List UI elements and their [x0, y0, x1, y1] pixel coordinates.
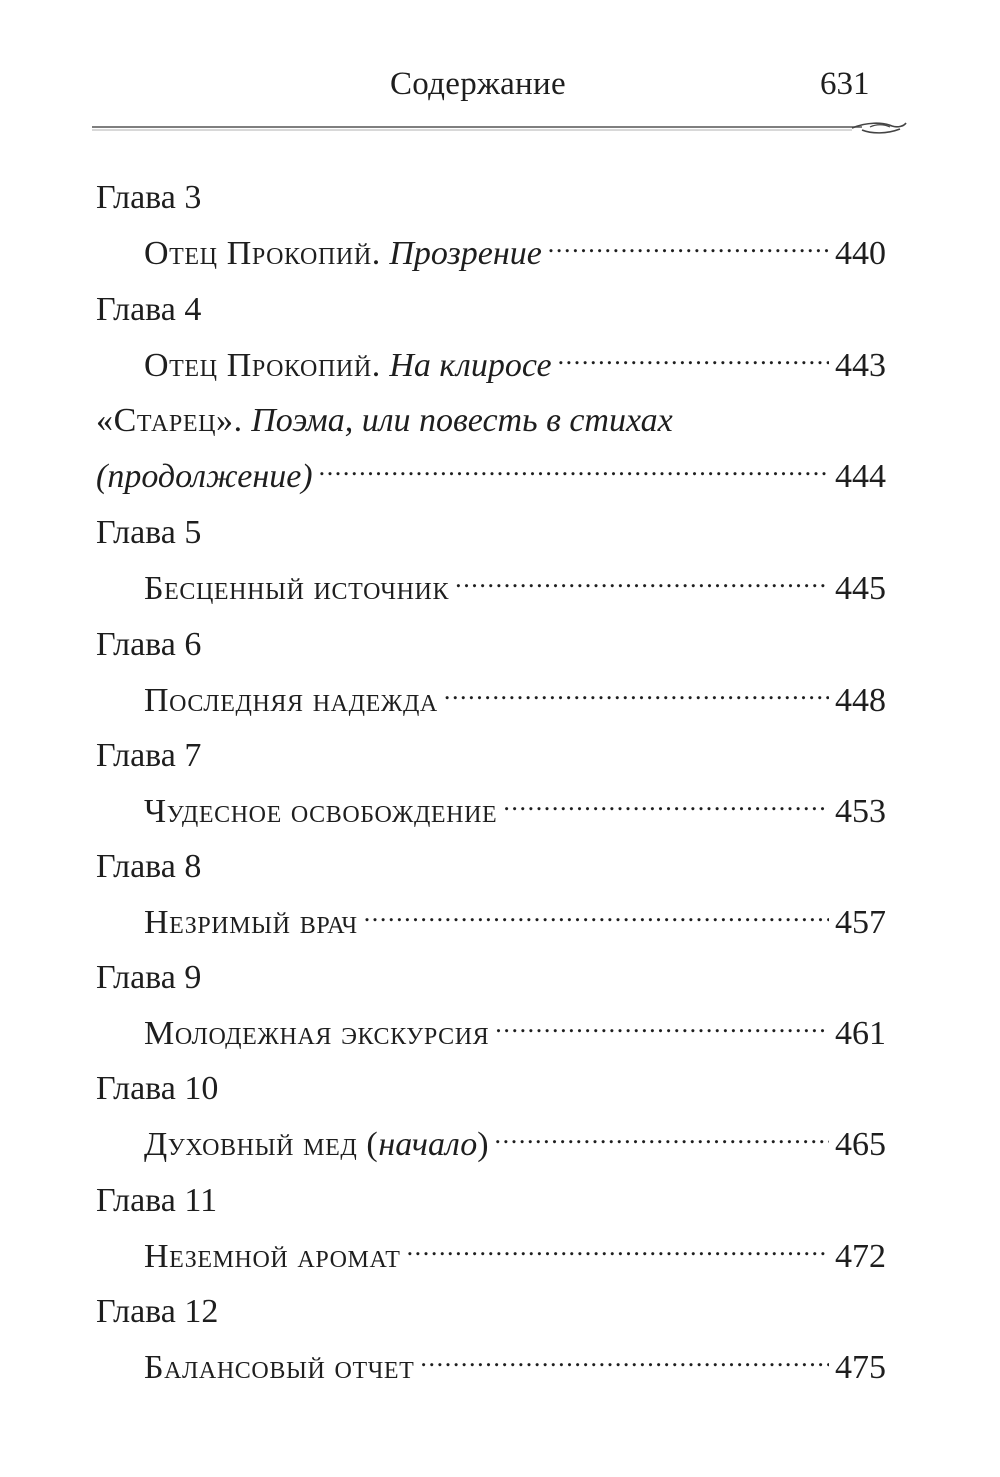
entry-title: Чудесное освобождение: [144, 793, 498, 830]
entry-page-number: 475: [835, 1349, 886, 1386]
toc-entry[interactable]: [96, 625, 886, 719]
entry-title: Бесценный источник: [144, 570, 450, 607]
dot-leader: [548, 224, 829, 264]
toc-entry[interactable]: [96, 847, 886, 941]
toc-line: [96, 401, 886, 441]
dot-leader: [558, 336, 829, 376]
entry-page-number: 461: [835, 1015, 886, 1052]
toc-entry[interactable]: [96, 290, 886, 384]
chapter-label: Глава 12: [96, 1293, 219, 1330]
toc-entry[interactable]: [96, 401, 886, 495]
page-number: 631: [820, 66, 870, 102]
entry-title: Духовный мед (: [144, 1126, 379, 1163]
chapter-label: Глава 4: [96, 291, 202, 328]
chapter-label: Глава 11: [96, 1182, 218, 1219]
dot-leader: [503, 782, 829, 822]
entry-title: Молодежная экскурсия: [144, 1015, 490, 1052]
entry-title: Отец Прокопий.: [144, 235, 381, 272]
running-header-title: Содержание: [390, 66, 566, 102]
entry-title-end: ): [477, 1126, 489, 1163]
entry-page-number: 443: [835, 347, 886, 384]
entry-page-number: 448: [835, 682, 886, 719]
toc-line: [96, 447, 886, 497]
toc-entry[interactable]: [96, 178, 886, 272]
entry-subtitle: начало: [378, 1126, 478, 1163]
entry-subtitle: Прозрение: [389, 235, 542, 272]
entry-page-number: 457: [835, 904, 886, 941]
entry-page-number: 453: [835, 793, 886, 830]
chapter-label: Глава 3: [96, 179, 202, 216]
entry-page-number: 472: [835, 1238, 886, 1275]
dot-leader: [319, 447, 829, 487]
dot-leader: [495, 1115, 829, 1155]
entry-page-number: 465: [835, 1126, 886, 1163]
entry-title: Незримый врач: [144, 904, 358, 941]
dot-leader: [364, 893, 829, 933]
entry-page-number: 444: [835, 458, 886, 495]
dot-leader: [420, 1338, 829, 1378]
chapter-label: Глава 7: [96, 737, 202, 774]
toc-entry[interactable]: [96, 513, 886, 607]
toc-line: [144, 1338, 886, 1388]
entry-title: Балансовый отчет: [144, 1349, 415, 1386]
entry-subtitle: На клиросе: [389, 347, 552, 384]
entry-title: Отец Прокопий.: [144, 347, 381, 384]
chapter-label: Глава 5: [96, 514, 202, 551]
entry-title: Неземной аромат: [144, 1238, 401, 1275]
toc-line: [144, 336, 886, 386]
entry-subtitle: Поэма, или повесть в стихах: [251, 402, 673, 439]
toc-line: [144, 1227, 886, 1277]
dot-leader: [407, 1227, 829, 1267]
chapter-label: Глава 6: [96, 626, 202, 663]
toc-line: [144, 224, 886, 274]
entry-page-number: 445: [835, 570, 886, 607]
entry-title: Последняя надежда: [144, 682, 438, 719]
toc-line: [144, 671, 886, 721]
toc-line: [144, 1115, 886, 1165]
toc-line: [144, 559, 886, 609]
entry-page-number: 440: [835, 235, 886, 272]
toc-entry[interactable]: [96, 1181, 886, 1275]
dot-leader: [495, 1004, 829, 1044]
entry-subtitle-continued: (продолжение): [96, 458, 313, 495]
chapter-label: Глава 8: [96, 848, 202, 885]
toc-line: [144, 1004, 886, 1054]
toc-line: [144, 893, 886, 943]
entry-title: «Старец».: [96, 402, 243, 439]
toc-line: [144, 782, 886, 832]
toc-entry[interactable]: [96, 1292, 886, 1386]
chapter-label: Глава 9: [96, 959, 202, 996]
dot-leader: [455, 559, 829, 599]
toc-entry[interactable]: [96, 736, 886, 830]
toc-entry[interactable]: [96, 958, 886, 1052]
dot-leader: [444, 671, 829, 711]
header-ornament-rule: [92, 118, 907, 140]
chapter-label: Глава 10: [96, 1070, 219, 1107]
toc-entry[interactable]: [96, 1069, 886, 1163]
